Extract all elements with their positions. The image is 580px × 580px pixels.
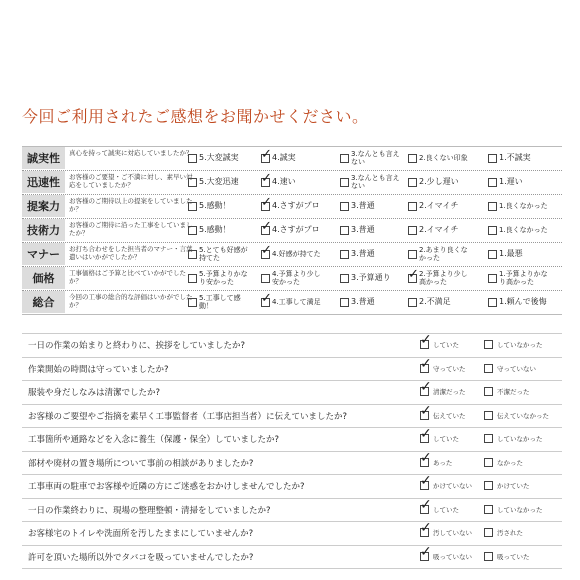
checkbox[interactable]	[408, 226, 417, 235]
rating-category: マナー	[22, 243, 65, 265]
rating-option-label: 1.遅い	[499, 177, 523, 186]
checkbox[interactable]	[488, 202, 497, 211]
checklist-row	[22, 381, 562, 405]
rating-option[interactable]	[340, 293, 375, 311]
rating-option[interactable]	[488, 245, 523, 263]
checkbox[interactable]	[484, 552, 493, 561]
rating-option-label: 3.普通	[351, 249, 375, 258]
checklist-option-positive[interactable]	[420, 434, 459, 443]
checkbox[interactable]	[261, 274, 270, 283]
rating-option[interactable]	[408, 197, 458, 215]
checkbox[interactable]	[484, 458, 493, 467]
checklist-question: 服装や身だしなみは清潔でしたか?	[28, 388, 161, 398]
checkbox[interactable]	[408, 154, 417, 163]
rating-option[interactable]	[340, 149, 403, 167]
rating-option[interactable]	[188, 221, 231, 239]
rating-option[interactable]	[188, 269, 251, 287]
rating-option-label: 4.誠実	[272, 153, 296, 162]
checkbox[interactable]	[408, 274, 417, 283]
checkbox[interactable]	[340, 178, 349, 187]
rating-option-label: 1.最悪	[499, 249, 523, 258]
checklist-option-positive[interactable]	[420, 481, 472, 490]
checklist-row	[22, 546, 562, 570]
checkbox[interactable]	[420, 387, 429, 396]
checkbox[interactable]	[340, 250, 349, 259]
checklist-option-positive[interactable]	[420, 387, 466, 396]
rating-option[interactable]	[261, 293, 324, 311]
checklist-option-negative[interactable]	[484, 481, 530, 490]
checkbox[interactable]	[340, 274, 349, 283]
checkbox[interactable]	[420, 411, 429, 420]
rating-option-label: 1.頼んで後悔	[499, 297, 547, 306]
rating-option[interactable]	[188, 149, 239, 167]
rating-option[interactable]	[261, 173, 296, 191]
rating-option-label: 4.さすがプロ	[272, 201, 320, 210]
rating-option-label: 2.予算より少し高かった	[419, 270, 468, 286]
rating-option-label: 4.好感が持てた	[272, 250, 321, 258]
rating-option[interactable]	[340, 245, 375, 263]
rating-option-label: 5.感動！	[199, 225, 231, 234]
rating-option[interactable]	[408, 293, 451, 311]
rating-question: お客様のご要望・ご不満に対し、素早い対応をしていましたか？	[69, 173, 193, 189]
rating-category: 迅速性	[22, 171, 65, 193]
checkbox[interactable]	[488, 250, 497, 259]
rating-option-label: 3.なんとも言えない	[351, 174, 400, 190]
checkbox[interactable]	[484, 387, 493, 396]
checkbox[interactable]	[261, 178, 270, 187]
rating-option-label: 5.とても好感が持てた	[199, 246, 248, 262]
checkbox[interactable]	[261, 298, 270, 307]
rating-option[interactable]	[261, 269, 324, 287]
rating-option[interactable]	[340, 269, 391, 287]
checkbox[interactable]	[261, 250, 270, 259]
checkbox[interactable]	[188, 250, 197, 259]
checkbox[interactable]	[484, 411, 493, 420]
checkbox[interactable]	[261, 154, 270, 163]
rating-option-label: 2.あまり良くなかった	[419, 246, 468, 262]
checklist-option-label: していなかった	[497, 341, 543, 349]
rating-option[interactable]	[261, 245, 324, 263]
checkbox[interactable]	[188, 154, 197, 163]
rating-category: 誠実性	[22, 147, 65, 169]
rating-question: 真心を持って誠実に対応していましたか？	[69, 149, 193, 157]
rating-row	[22, 291, 562, 315]
rating-row	[22, 219, 562, 243]
checkbox[interactable]	[420, 552, 429, 561]
checklist-option-negative[interactable]	[484, 505, 543, 514]
checklist-option-negative[interactable]	[484, 528, 523, 537]
checkbox[interactable]	[420, 481, 429, 490]
rating-row	[22, 243, 562, 267]
checklist-question: 一日の作業終わりに、現場の整理整頓・清掃をしていましたか?	[28, 505, 271, 516]
rating-row	[22, 171, 562, 195]
rating-option-label: 5.工事して感動！	[199, 294, 241, 310]
rating-option[interactable]	[188, 173, 239, 191]
checklist-option-positive[interactable]	[420, 364, 466, 373]
checklist-option-label: 不潔だった	[497, 388, 530, 396]
checkbox[interactable]	[188, 226, 197, 235]
checklist-row	[22, 452, 562, 476]
rating-option[interactable]	[261, 149, 296, 167]
rating-option[interactable]	[408, 149, 471, 167]
checklist-option-negative[interactable]	[484, 411, 549, 420]
rating-option[interactable]	[188, 197, 231, 215]
checklist-question: 作業開始の時間は守っていましたか?	[28, 364, 169, 375]
rating-option-label: 3.予算通り	[351, 273, 391, 282]
checklist-option-label: 伝えていなかった	[497, 411, 549, 420]
checklist-question: 工事箇所や通路などを入念に養生（保護・保全）していましたか?	[28, 435, 280, 445]
checkbox[interactable]	[408, 178, 417, 187]
checkbox[interactable]	[488, 298, 497, 307]
rating-option-label: 3.普通	[351, 225, 375, 234]
checklist-option-negative[interactable]	[484, 387, 530, 396]
rating-question: お客様のご期待以上の提案をしていましたか？	[69, 197, 193, 213]
checkbox[interactable]	[340, 154, 349, 163]
rating-option-label: 1.不誠実	[499, 153, 531, 162]
rating-question: お打ち合わせをした担当者のマナー・言葉遣いはいかがでしたか？	[69, 245, 193, 261]
rating-option-label: 5.大変誠実	[199, 153, 239, 162]
checkbox[interactable]	[188, 202, 197, 211]
rating-option-label: 4.速い	[272, 177, 296, 186]
checklist-option-label: 吸っていた	[497, 552, 530, 561]
checkbox[interactable]	[340, 202, 349, 211]
rating-option-label: 3.なんとも言えない	[351, 150, 400, 166]
checkbox[interactable]	[488, 274, 497, 283]
rating-question: お客様のご期待に沿った工事をしていましたか？	[69, 221, 193, 237]
rating-option[interactable]	[488, 149, 531, 167]
rating-row	[22, 267, 562, 291]
checklist-option-negative[interactable]	[484, 340, 543, 349]
checklist-option-label: していた	[433, 435, 459, 443]
checkbox[interactable]	[420, 434, 429, 443]
checkbox[interactable]	[420, 340, 429, 349]
checkbox[interactable]	[488, 178, 497, 187]
checklist-option-label: していた	[433, 341, 459, 349]
rating-option[interactable]	[408, 173, 459, 191]
checkbox[interactable]	[340, 298, 349, 307]
checklist-option-label: 汚していない	[433, 529, 472, 537]
checkbox[interactable]	[188, 274, 197, 283]
checkbox[interactable]	[488, 226, 497, 235]
checkbox[interactable]	[484, 528, 493, 537]
checkbox[interactable]	[484, 481, 493, 490]
checklist-option-label: かけていない	[433, 482, 472, 490]
checklist-option-label: 守っていない	[497, 364, 536, 373]
checklist-option-label: していた	[433, 505, 459, 514]
rating-option[interactable]	[340, 197, 375, 215]
checklist-option-positive[interactable]	[420, 552, 472, 561]
rating-option[interactable]	[488, 221, 551, 239]
checklist-row	[22, 475, 562, 499]
rating-option[interactable]	[408, 221, 458, 239]
rating-option-label: 2.不満足	[419, 297, 451, 306]
checkbox[interactable]	[408, 298, 417, 307]
checklist-option-label: あった	[433, 458, 453, 467]
rating-option-label: 2.良くない印象	[419, 154, 468, 162]
rating-option[interactable]	[408, 269, 471, 287]
checklist-option-label: 吸っていない	[433, 552, 472, 561]
checklist-question: 部材や廃材の置き場所について事前の相談がありましたか?	[28, 458, 254, 469]
checkbox[interactable]	[340, 226, 349, 235]
rating-option[interactable]	[261, 197, 320, 215]
checkbox[interactable]	[484, 340, 493, 349]
checklist-option-negative[interactable]	[484, 364, 536, 373]
rating-option[interactable]	[340, 173, 403, 191]
checklist-option-positive[interactable]	[420, 528, 472, 537]
checklist-option-label: していなかった	[497, 435, 543, 443]
rating-option[interactable]	[261, 221, 320, 239]
rating-option[interactable]	[188, 293, 251, 311]
checklist-option-label: 汚された	[497, 529, 523, 537]
rating-option-label: 1.良くなかった	[499, 226, 548, 234]
checkbox[interactable]	[420, 364, 429, 373]
checklist-row	[22, 333, 562, 358]
rating-option[interactable]	[488, 173, 523, 191]
checkbox[interactable]	[261, 226, 270, 235]
checklist-option-positive[interactable]	[420, 411, 466, 420]
rating-question: 工事価格はご予算と比べていかがでしたか？	[69, 269, 186, 285]
checkbox[interactable]	[420, 505, 429, 514]
checklist-option-label: かけていた	[497, 482, 530, 490]
checklist-row	[22, 358, 562, 382]
rating-option-label: 1.予算よりかなり高かった	[499, 270, 548, 286]
rating-category: 価格	[22, 267, 65, 289]
checklist-row	[22, 499, 562, 523]
checklist-table	[22, 333, 562, 569]
checkbox[interactable]	[420, 458, 429, 467]
checklist-question: 一日の作業の始まりと終わりに、挨拶をしていましたか?	[28, 341, 246, 351]
rating-row	[22, 195, 562, 219]
rating-option-label: 2.イマイチ	[419, 201, 459, 210]
checkbox[interactable]	[188, 178, 197, 187]
checklist-question: 工事車両の駐車でお客様や近隣の方にご迷惑をおかけしませんでしたか?	[28, 482, 305, 492]
checklist-option-label: していなかった	[497, 505, 543, 514]
checkbox[interactable]	[488, 154, 497, 163]
checklist-option-label: 清潔だった	[433, 388, 466, 396]
rating-option[interactable]	[488, 269, 551, 287]
rating-category: 提案力	[22, 195, 65, 217]
rating-option-label: 2.イマイチ	[419, 225, 459, 234]
rating-option-label: 1.良くなかった	[499, 202, 548, 210]
rating-option-label: 5.予算よりかなり安かった	[199, 270, 248, 286]
checkbox[interactable]	[420, 528, 429, 537]
checkbox[interactable]	[408, 250, 417, 259]
rating-option-label: 4.予算より少し安かった	[272, 270, 321, 286]
rating-category: 総合	[22, 291, 65, 313]
rating-option-label: 3.普通	[351, 201, 375, 210]
rating-option-label: 2.少し遅い	[419, 177, 459, 186]
rating-option-label: 4.工事して満足	[272, 298, 321, 306]
rating-table	[22, 146, 562, 315]
survey-title: 今回ご利用されたご感想をお聞かせください。	[22, 107, 369, 126]
checklist-option-negative[interactable]	[484, 434, 543, 443]
checklist-option-negative[interactable]	[484, 552, 530, 561]
checklist-question: お客様宅のトイレや洗面所を汚したままにしていませんか?	[28, 529, 254, 539]
checkbox[interactable]	[408, 202, 417, 211]
checklist-option-label: 守っていた	[433, 364, 466, 373]
rating-question: 今回の工事の総合的な評価はいかがでしたか？	[69, 293, 193, 309]
checkbox[interactable]	[484, 434, 493, 443]
rating-option-label: 3.普通	[351, 297, 375, 306]
rating-option[interactable]	[488, 293, 547, 311]
checklist-option-positive[interactable]	[420, 340, 459, 349]
checkbox[interactable]	[484, 505, 493, 514]
rating-option[interactable]	[340, 221, 375, 239]
checklist-option-positive[interactable]	[420, 458, 452, 467]
rating-option-label: 5.大変迅速	[199, 177, 239, 186]
rating-row	[22, 146, 562, 171]
checklist-row	[22, 428, 562, 452]
checklist-option-negative[interactable]	[484, 458, 523, 467]
rating-option[interactable]	[488, 197, 551, 215]
checklist-option-label: 伝えていた	[433, 411, 466, 420]
rating-option[interactable]	[408, 245, 471, 263]
checklist-row	[22, 405, 562, 429]
checklist-option-positive[interactable]	[420, 505, 459, 514]
checklist-question: 許可を頂いた場所以外でタバコを吸っていませんでしたか?	[28, 552, 254, 563]
rating-option-label: 5.感動！	[199, 201, 231, 210]
checklist-option-label: なかった	[497, 458, 523, 467]
rating-option[interactable]	[188, 245, 251, 263]
checklist-question: お客様のご要望やご指摘を素早く工事監督者（工事店担当者）に伝えていましたか?	[28, 411, 348, 422]
checkbox[interactable]	[188, 298, 197, 307]
checkbox[interactable]	[261, 202, 270, 211]
rating-category: 技術力	[22, 219, 65, 241]
checklist-row	[22, 522, 562, 546]
rating-option-label: 4.さすがプロ	[272, 225, 320, 234]
checkbox[interactable]	[484, 364, 493, 373]
